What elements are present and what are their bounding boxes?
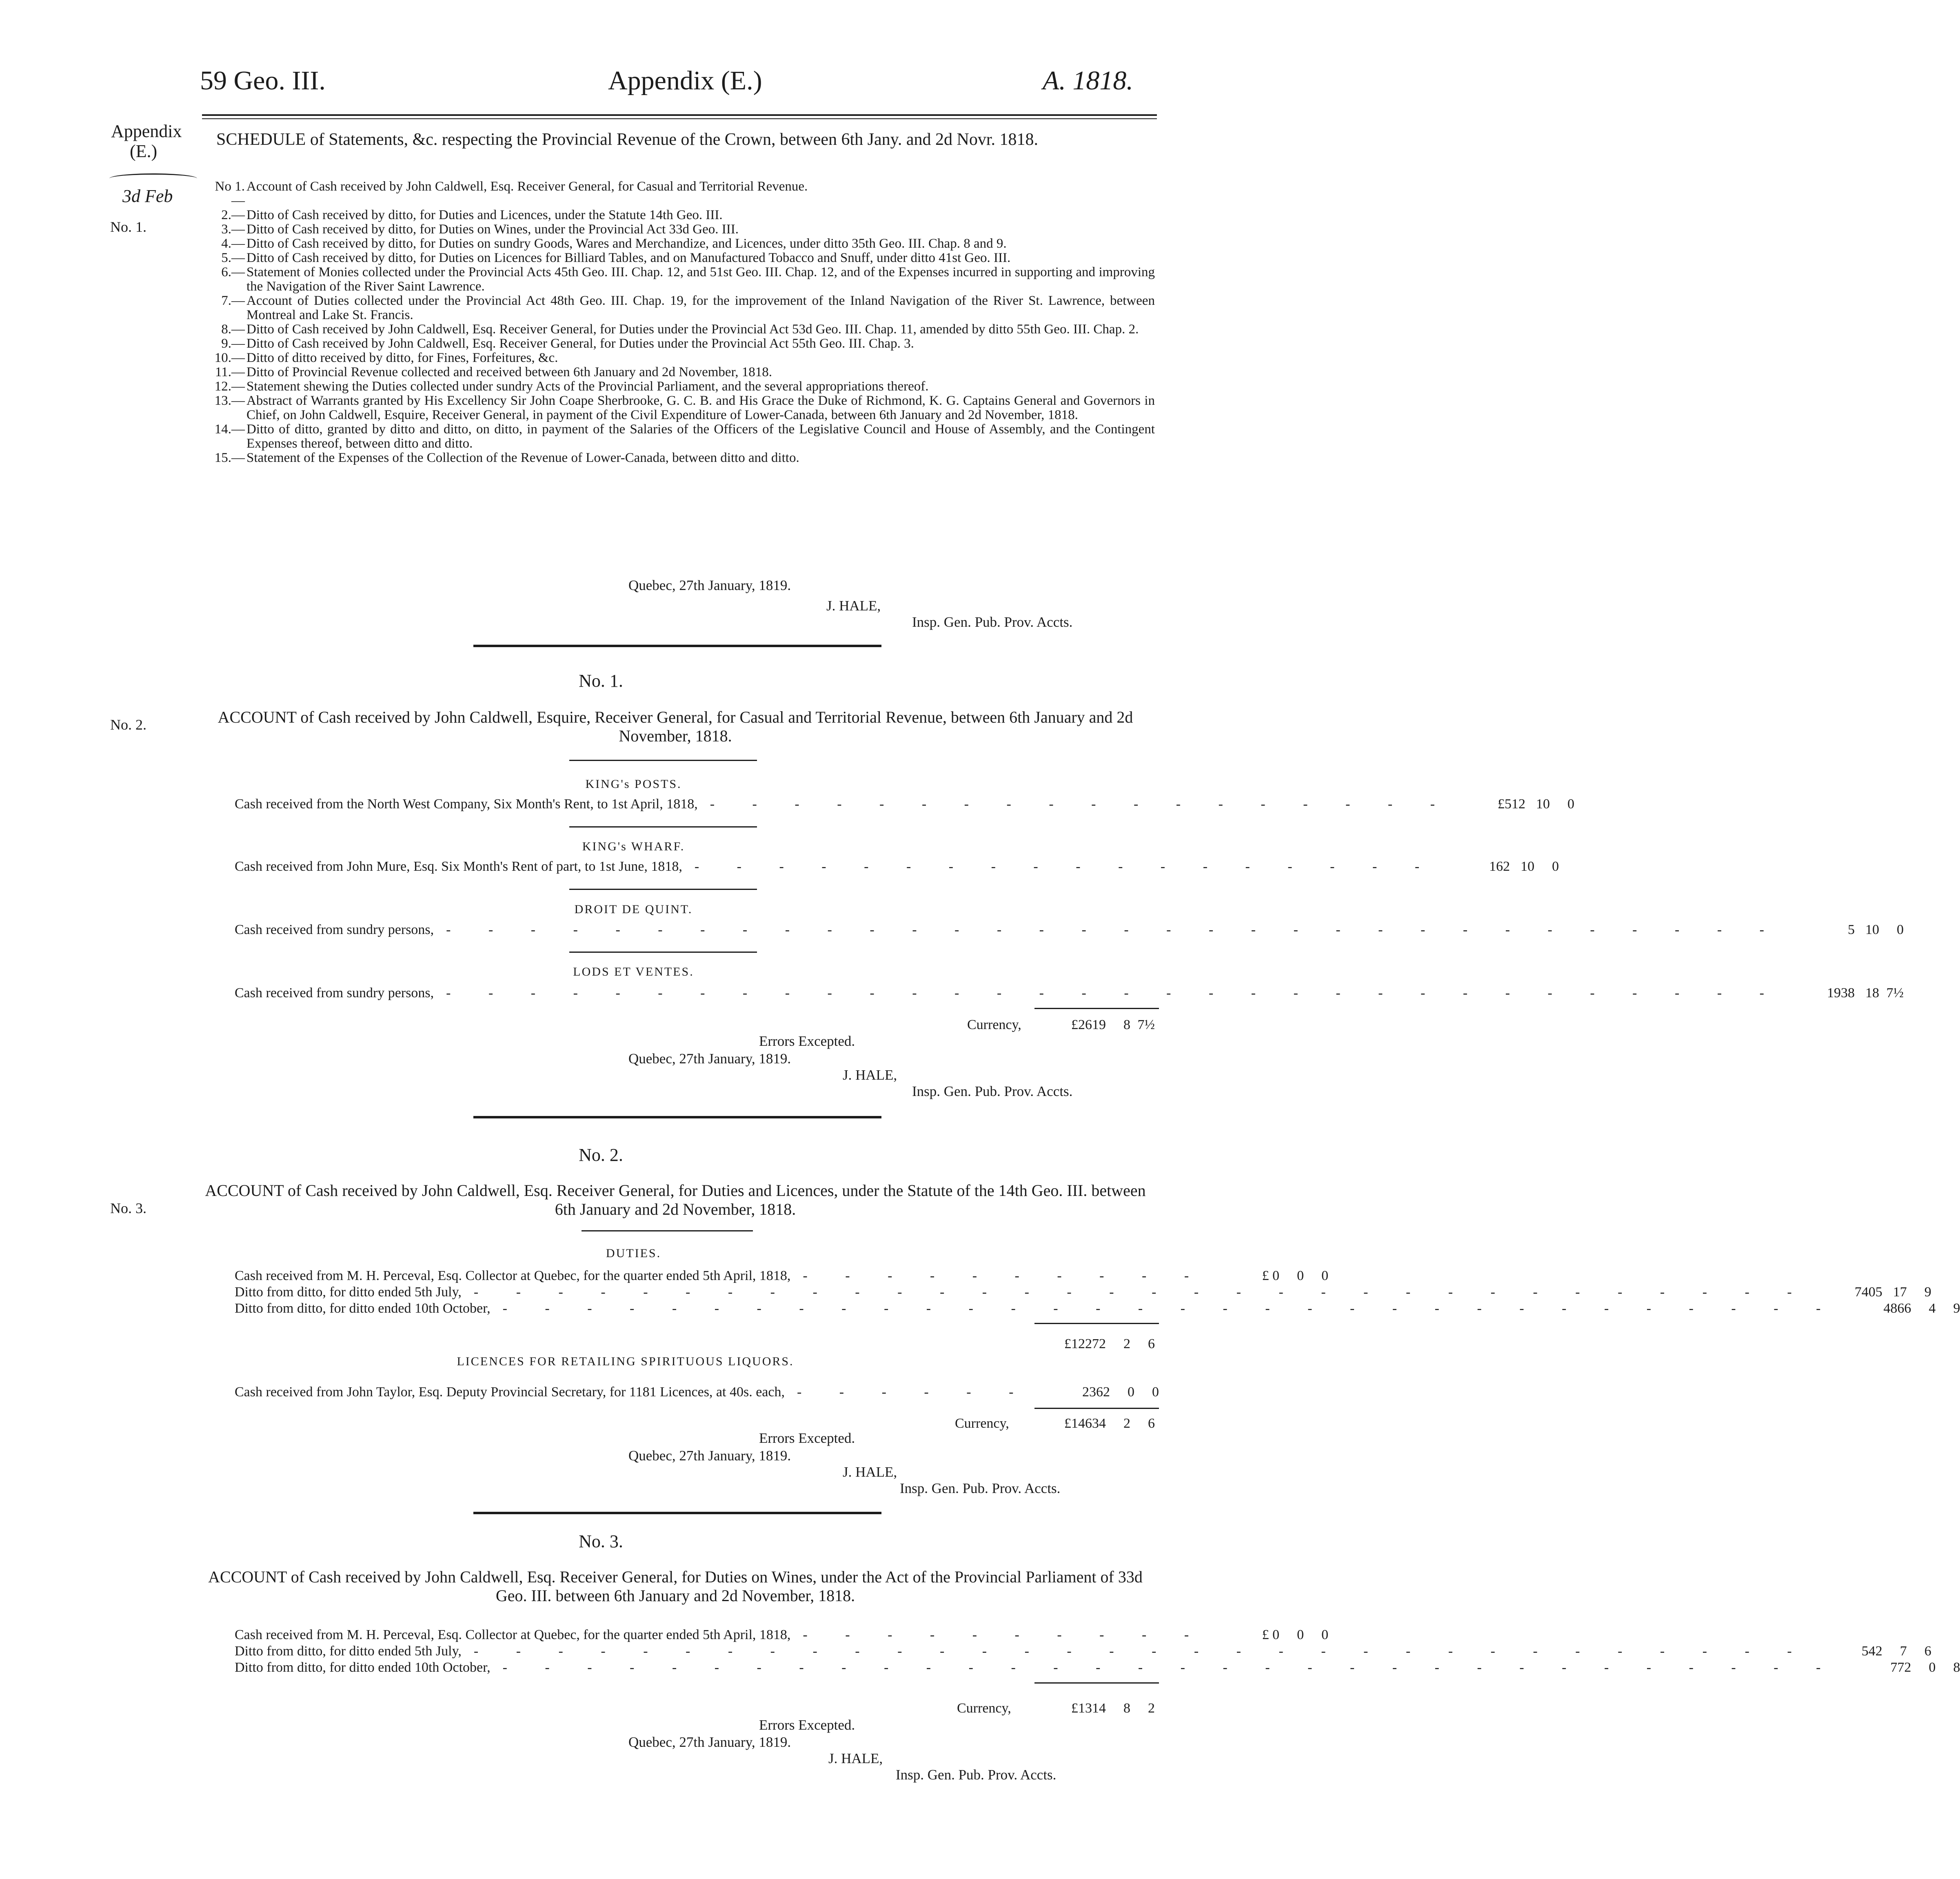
schedule-item-text: Abstract of Warrants granted by His Excellency Sir John Coape Sherbrooke, G. C. B. and His Grace the Duke of Richmond, K. G. Captains General and Governors in Chief, on John Caldwell, Esquire, Receiver General, in payment of the Civil Expenditure of Lower-Canada, between 6th January and 2d November, 1818. xyxy=(246,393,1155,422)
rule xyxy=(582,1230,753,1231)
schedule-item-number: 5.— xyxy=(221,251,245,265)
schedule-item-text: Ditto of Cash received by John Caldwell, Esq. Receiver General, for Duties under the Provincial Act 55th Geo. III. Chap. 3. xyxy=(246,336,914,351)
margin-no3: No. 3. xyxy=(110,1200,147,1216)
schedule-item-text: Statement of the Expenses of the Collection of the Revenue of Lower-Canada, between ditto and ditto. xyxy=(246,450,799,465)
row-description: Cash received from sundry persons, xyxy=(235,985,434,1001)
total-shillings: 2 xyxy=(1123,1416,1130,1431)
schedule-item-text: Ditto of Cash received by ditto, for Duties on Licences for Billiard Tables, and on Manufactured Tobacco and Snuff, under ditto 41st Geo. III. xyxy=(246,251,1011,265)
schedule-item-number: 10.— xyxy=(214,351,245,365)
schedule-item-number: 12.— xyxy=(214,379,245,394)
header-session: 59 Geo. III. xyxy=(200,66,326,95)
schedule-signature-name: J. HALE, xyxy=(826,598,881,614)
schedule-item-number: 2.— xyxy=(221,208,245,222)
row-description: Ditto from ditto, for ditto ended 10th October, xyxy=(235,1660,491,1675)
account1-place-date: Quebec, 27th January, 1819. xyxy=(628,1051,791,1067)
row-pounds: £512 xyxy=(1498,796,1526,812)
account1-heading-kings-posts: KING's POSTS. xyxy=(585,777,682,791)
margin-appendix: Appendix xyxy=(111,121,182,141)
schedule-item-text: Ditto of Provincial Revenue collected and received between 6th January and 2d November, 1818. xyxy=(246,365,772,379)
section-divider xyxy=(473,1512,881,1514)
total-label: Currency, xyxy=(957,1701,1011,1716)
margin-brace xyxy=(109,173,197,184)
header-rule-thin xyxy=(202,118,1157,119)
row-pence: 0 xyxy=(1552,859,1559,874)
schedule-item-number: 8.— xyxy=(221,322,245,337)
account2-number: No. 2. xyxy=(579,1145,623,1165)
schedule-item xyxy=(204,208,1155,222)
row-description: Cash received from the North West Company, Six Month's Rent, to 1st April, 1818, xyxy=(235,796,698,812)
account1-row: Cash received from the North West Company, Six Month's Rent, to 1st April, 1818, - - - - - - - - - - - - - - - - - - £512 10 0 xyxy=(235,796,1575,812)
account2-place-date: Quebec, 27th January, 1819. xyxy=(628,1448,791,1464)
row-description: Cash received from sundry persons, xyxy=(235,922,434,937)
schedule-item xyxy=(204,394,1155,422)
schedule-item-number: 14.— xyxy=(214,422,245,437)
row-description: Ditto from ditto, for ditto ended 5th July, xyxy=(235,1284,462,1300)
schedule-item xyxy=(204,379,1155,394)
subtotal-shillings: 2 xyxy=(1123,1336,1130,1351)
margin-date: 3d Feb xyxy=(122,186,173,206)
account3-title: ACCOUNT of Cash received by John Caldwell, Esq. Receiver General, for Duties on Wines, under the Act of the Provincial Parliament of 33d Geo. III. between 6th January and 2d November, 1818. xyxy=(208,1568,1143,1605)
row-pounds: 5 xyxy=(1847,922,1855,937)
schedule-item-number: 4.— xyxy=(221,236,245,251)
row-description: Cash received from M. H. Perceval, Esq. Collector at Quebec, for the quarter ended 5th April, 1818, xyxy=(235,1268,791,1283)
account1-signature-title: Insp. Gen. Pub. Prov. Accts. xyxy=(912,1083,1073,1099)
account3-row: Ditto from ditto, for ditto ended 10th October, - - - - - - - - - - - - - - - - - - - - - - - - - - - - - - - - 772 0 8 xyxy=(235,1660,1960,1675)
account2-signature-name: J. HALE, xyxy=(843,1464,897,1480)
account1-row: Cash received from sundry persons, - - - - - - - - - - - - - - - - - - - - - - - - - - - - - - - - 1938 18 7½ xyxy=(235,985,1904,1001)
row-pence: 7½ xyxy=(1886,985,1904,1001)
schedule-item-text: Ditto of ditto received by ditto, for Fines, Forfeitures, &c. xyxy=(246,351,558,365)
account1-total xyxy=(967,1017,1155,1033)
total-pence: 2 xyxy=(1148,1701,1155,1716)
row-pounds: 542 xyxy=(1861,1644,1882,1659)
account2-row: Cash received from John Taylor, Esq. Deputy Provincial Secretary, for 1181 Licences, at 40s. each, - - - - - - 2362 0 0 xyxy=(235,1384,1159,1400)
account1-errors: Errors Excepted. xyxy=(759,1033,855,1049)
schedule-item-number: 15.— xyxy=(214,450,245,465)
row-pounds: £ 0 xyxy=(1262,1268,1280,1283)
row-pence: 0 xyxy=(1567,796,1575,812)
account2-row: Ditto from ditto, for ditto ended 10th October, - - - - - - - - - - - - - - - - - - - - - - - - - - - - - - - - 4866 4 9 xyxy=(235,1301,1960,1316)
row-shillings: 18 xyxy=(1865,985,1879,1001)
row-pounds: £ 0 xyxy=(1262,1627,1280,1642)
schedule-item-text: Statement of Monies collected under the Provincial Acts 45th Geo. III. Chap. 12, and 51st Geo. III. Chap. 12, and of the Expenses incurred in supporting and improving the Navigation of the River Saint Lawrence. xyxy=(246,265,1155,294)
schedule-item xyxy=(204,422,1155,451)
rule xyxy=(569,952,757,953)
row-description: Cash received from John Mure, Esq. Six Month's Rent of part, to 1st June, 1818, xyxy=(235,859,682,874)
row-shillings: 10 xyxy=(1520,859,1535,874)
account3-signature-title: Insp. Gen. Pub. Prov. Accts. xyxy=(896,1767,1057,1783)
total-label: Currency, xyxy=(967,1017,1021,1032)
row-pounds: 772 xyxy=(1890,1660,1911,1675)
schedule-item xyxy=(204,180,1155,208)
account3-row: Ditto from ditto, for ditto ended 5th July, - - - - - - - - - - - - - - - - - - - - - - - - - - - - - - - - 542 7 6 xyxy=(235,1644,1931,1659)
schedule-list xyxy=(204,180,1155,465)
account3-number: No. 3. xyxy=(579,1531,623,1551)
row-shillings: 17 xyxy=(1893,1284,1907,1300)
margin-appendix-e: (E.) xyxy=(130,141,158,161)
row-shillings: 0 xyxy=(1297,1268,1304,1283)
schedule-signature-title: Insp. Gen. Pub. Prov. Accts. xyxy=(912,614,1073,630)
schedule-item-number: 6.— xyxy=(221,265,245,280)
account3-row: Cash received from M. H. Perceval, Esq. Collector at Quebec, for the quarter ended 5th April, 1818, - - - - - - - - - - £ 0 0 0 xyxy=(235,1627,1329,1642)
schedule-item xyxy=(204,294,1155,322)
schedule-item-text: Account of Cash received by John Caldwell, Esq. Receiver General, for Casual and Territorial Revenue. xyxy=(246,179,808,194)
schedule-item-number: 3.— xyxy=(221,222,245,237)
schedule-title: SCHEDULE of Statements, &c. respecting the Provincial Revenue of the Crown, between 6th Jany. and 2d Novr. 1818. xyxy=(216,130,1039,149)
schedule-item-text: Ditto of Cash received by ditto, for Duties and Licences, under the Statute 14th Geo. III. xyxy=(246,208,723,222)
schedule-item xyxy=(204,251,1155,265)
account2-total xyxy=(955,1416,1155,1431)
row-shillings: 0 xyxy=(1128,1384,1134,1400)
account1-number: No. 1. xyxy=(579,671,623,691)
row-pounds: 7405 xyxy=(1854,1284,1882,1300)
schedule-place-date: Quebec, 27th January, 1819. xyxy=(628,577,791,593)
row-pence: 0 xyxy=(1321,1627,1329,1642)
schedule-item xyxy=(204,237,1155,251)
schedule-item xyxy=(204,451,1155,465)
row-pounds: 1938 xyxy=(1827,985,1855,1001)
schedule-item-number: No 1.— xyxy=(215,179,245,208)
row-description: Cash received from John Taylor, Esq. Deputy Provincial Secretary, for 1181 Licences, at 40s. each, xyxy=(235,1384,785,1400)
header-rule xyxy=(202,114,1157,116)
total-shillings: 8 xyxy=(1123,1701,1130,1716)
rule xyxy=(569,826,757,827)
schedule-item-text: Ditto of Cash received by John Caldwell, Esq. Receiver General, for Duties under the Provincial Act 53d Geo. III. Chap. 11, amended by ditto 55th Geo. III. Chap. 2. xyxy=(246,322,1139,337)
total-pounds: £1314 xyxy=(1071,1701,1106,1716)
schedule-item-number: 7.— xyxy=(221,293,245,308)
account1-signature-name: J. HALE, xyxy=(843,1067,897,1083)
account3-total xyxy=(957,1701,1155,1716)
total-rule xyxy=(1034,1008,1159,1009)
row-pounds: 4866 xyxy=(1883,1301,1911,1316)
row-pence: 0 xyxy=(1896,922,1904,937)
total-pence: 7½ xyxy=(1137,1017,1155,1032)
account1-row: Cash received from sundry persons, - - - - - - - - - - - - - - - - - - - - - - - - - - - - - - - - 5 10 0 xyxy=(235,922,1904,937)
total-pounds: £2619 xyxy=(1071,1017,1106,1032)
margin-no2: No. 2. xyxy=(110,717,147,733)
row-shillings: 0 xyxy=(1297,1627,1304,1642)
section-divider xyxy=(473,1116,881,1118)
row-shillings: 10 xyxy=(1536,796,1550,812)
account1-heading-kings-wharf: KING's WHARF. xyxy=(582,840,685,853)
row-pounds: 2362 xyxy=(1082,1384,1110,1400)
schedule-item-text: Ditto of Cash received by ditto, for Duties on sundry Goods, Wares and Merchandize, and Licences, under ditto 35th Geo. III. Chap. 8 and 9. xyxy=(246,236,1007,251)
account3-place-date: Quebec, 27th January, 1819. xyxy=(628,1734,791,1750)
account3-errors: Errors Excepted. xyxy=(759,1717,855,1733)
schedule-item-text: Ditto of ditto, granted by ditto and ditto, on ditto, in payment of the Salaries of the Officers of the Legislative Council and House of Assembly, and the Contingent Expenses thereof, between ditto and ditto. xyxy=(246,422,1155,451)
schedule-item xyxy=(204,365,1155,379)
schedule-item xyxy=(204,337,1155,351)
row-pounds: 162 xyxy=(1489,859,1510,874)
row-shillings: 7 xyxy=(1900,1644,1907,1659)
total-label: Currency, xyxy=(955,1416,1009,1431)
account2-errors: Errors Excepted. xyxy=(759,1430,855,1446)
account2-heading-licences: LICENCES FOR RETAILING SPIRITUOUS LIQUORS. xyxy=(457,1355,794,1368)
total-rule xyxy=(1034,1408,1159,1409)
subtotal-pence: 6 xyxy=(1148,1336,1155,1351)
header-year: A. 1818. xyxy=(1043,66,1133,95)
account1-heading-droit-de-quint: DROIT DE QUINT. xyxy=(574,903,693,916)
account2-row: Ditto from ditto, for ditto ended 5th July, - - - - - - - - - - - - - - - - - - - - - - - - - - - - - - - - 7405 17 9 xyxy=(235,1284,1931,1300)
schedule-item xyxy=(204,222,1155,237)
row-pence: 9 xyxy=(1924,1284,1931,1300)
total-pence: 6 xyxy=(1148,1416,1155,1431)
rule xyxy=(569,889,757,890)
total-pounds: £14634 xyxy=(1064,1416,1106,1431)
account1-row: Cash received from John Mure, Esq. Six Month's Rent of part, to 1st June, 1818, - - - - - - - - - - - - - - - - - - 162 10 0 xyxy=(235,859,1559,874)
schedule-item-text: Statement shewing the Duties collected under sundry Acts of the Provincial Parliament, and the several appropriations thereof. xyxy=(246,379,929,394)
schedule-item xyxy=(204,322,1155,337)
schedule-item-text: Account of Duties collected under the Provincial Act 48th Geo. III. Chap. 19, for the improvement of the Inland Navigation of the River St. Lawrence, between Montreal and Lake St. Francis. xyxy=(246,293,1155,322)
schedule-item-number: 9.— xyxy=(221,336,245,351)
row-pence: 6 xyxy=(1924,1644,1931,1659)
account1-title: ACCOUNT of Cash received by John Caldwell, Esquire, Receiver General, for Casual and Territorial Revenue, between 6th January and 2d November, 1818. xyxy=(218,708,1133,745)
row-description: Cash received from M. H. Perceval, Esq. Collector at Quebec, for the quarter ended 5th April, 1818, xyxy=(235,1627,791,1642)
schedule-item xyxy=(204,265,1155,294)
margin-no1: No. 1. xyxy=(110,219,147,235)
account1-heading-lods-et-ventes: LODS ET VENTES. xyxy=(573,965,694,978)
total-rule xyxy=(1034,1682,1159,1684)
schedule-item-text: Ditto of Cash received by ditto, for Duties on Wines, under the Provincial Act 33d Geo. III. xyxy=(246,222,739,237)
account2-heading-duties: DUTIES. xyxy=(606,1247,661,1260)
account2-row: Cash received from M. H. Perceval, Esq. Collector at Quebec, for the quarter ended 5th April, 1818, - - - - - - - - - - £ 0 0 0 xyxy=(235,1268,1329,1283)
row-shillings: 0 xyxy=(1929,1660,1936,1675)
subtotal-pounds: £12272 xyxy=(1064,1336,1106,1351)
account2-signature-title: Insp. Gen. Pub. Prov. Accts. xyxy=(900,1480,1061,1496)
account3-signature-name: J. HALE, xyxy=(828,1750,883,1766)
row-description: Ditto from ditto, for ditto ended 10th October, xyxy=(235,1301,491,1316)
section-divider xyxy=(473,645,881,647)
row-pence: 0 xyxy=(1321,1268,1329,1283)
row-pence: 8 xyxy=(1953,1660,1960,1675)
row-shillings: 4 xyxy=(1929,1301,1936,1316)
schedule-item-number: 13.— xyxy=(214,393,245,408)
account2-subtotal xyxy=(1037,1336,1155,1352)
header-title: Appendix (E.) xyxy=(608,66,762,95)
schedule-item-number: 11.— xyxy=(215,365,245,379)
row-pence: 9 xyxy=(1953,1301,1960,1316)
schedule-item xyxy=(204,351,1155,365)
subtotal-rule xyxy=(1034,1323,1159,1324)
row-pence: 0 xyxy=(1152,1384,1159,1400)
account2-title: ACCOUNT of Cash received by John Caldwell, Esq. Receiver General, for Duties and Licences, under the Statute of the 14th Geo. III. between 6th January and 2d November, 1818. xyxy=(205,1181,1146,1218)
row-shillings: 10 xyxy=(1865,922,1879,937)
rule xyxy=(569,760,757,761)
row-description: Ditto from ditto, for ditto ended 5th July, xyxy=(235,1644,462,1659)
total-shillings: 8 xyxy=(1123,1017,1130,1032)
